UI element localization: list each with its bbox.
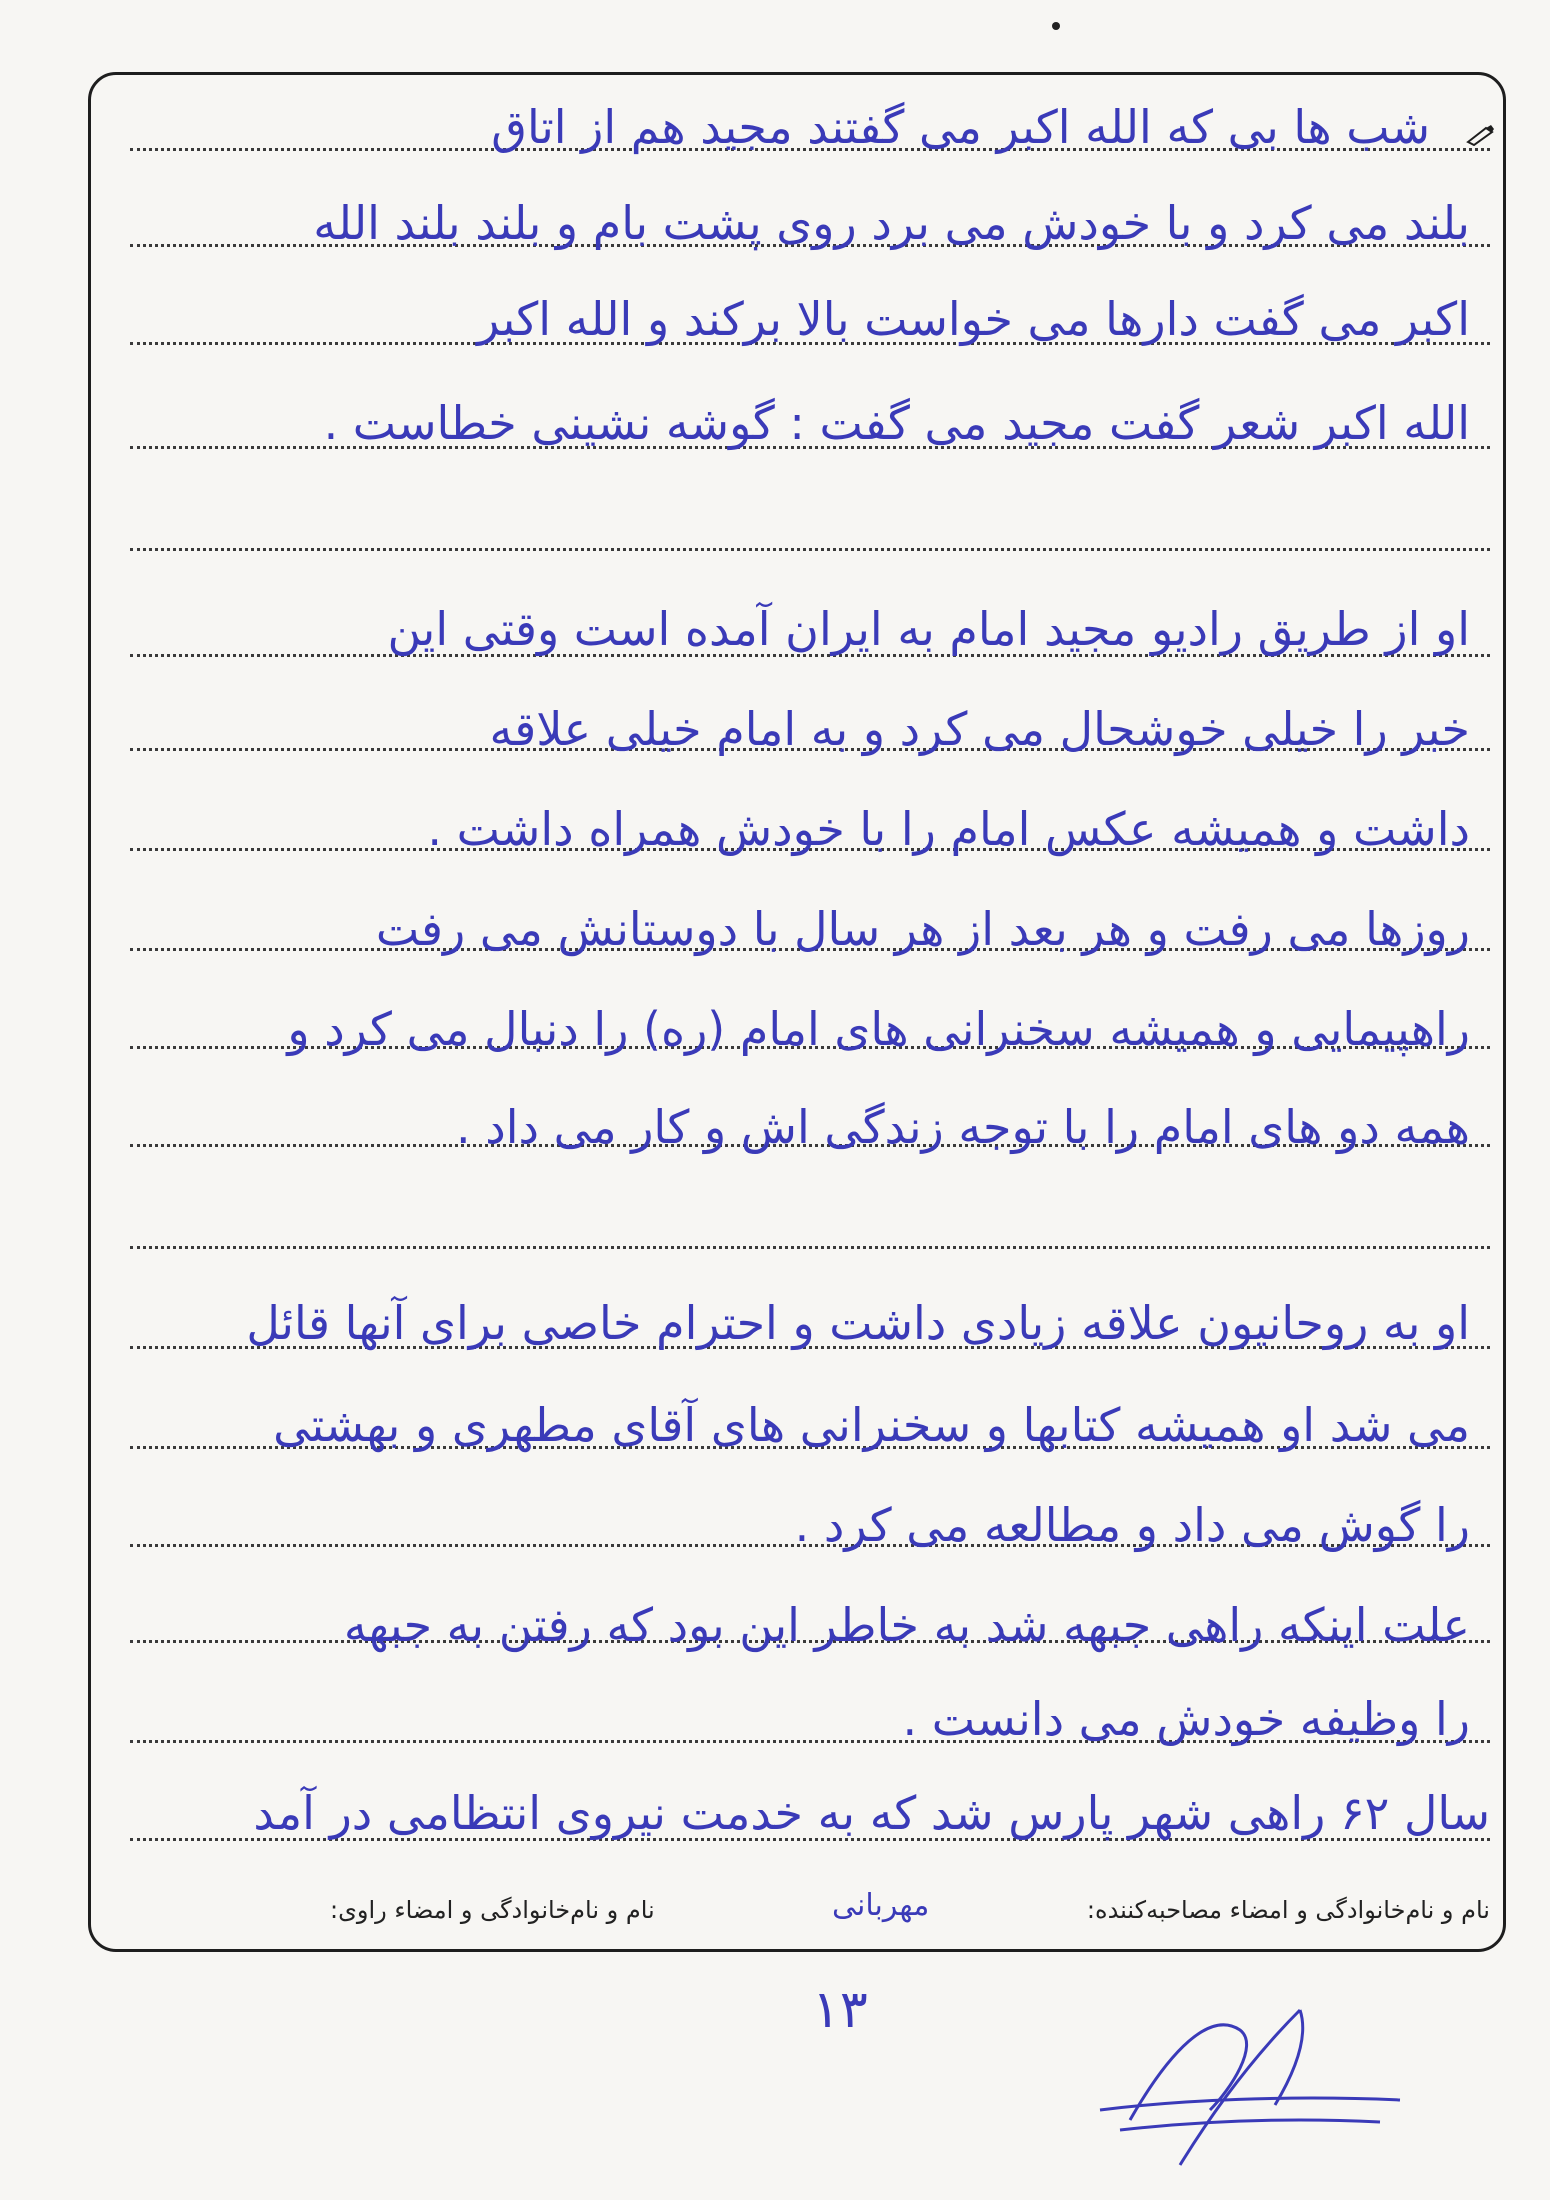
- interviewer-label: نام و نام‌خانوادگی و امضاء مصاحبه‌کننده:: [1086, 1896, 1490, 1924]
- handwritten-line: او از طریق رادیو مجید امام به ایران آمده است وقتی این: [387, 602, 1470, 656]
- ruled-line: [130, 1246, 1490, 1249]
- handwritten-line: بلند می کرد و با خودش می برد روی پشت بام و بلند بلند الله: [313, 196, 1470, 250]
- pen-icon: [1466, 124, 1496, 146]
- handwritten-line: او به روحانیون علاقه زیادی داشت و احترام خاصی برای آنها قائل: [246, 1296, 1470, 1350]
- handwritten-line: روزها می رفت و هر بعد از هر سال با دوستانش می رفت: [375, 902, 1470, 956]
- ruled-line: [130, 548, 1490, 551]
- handwritten-line: شب ها بی که الله اکبر می گفتند مجید هم از اتاق: [491, 100, 1430, 154]
- handwritten-line: را وظیفه خودش می دانست .: [902, 1692, 1470, 1746]
- handwritten-line: همه دو های امام را با توجه زندگی اش و کار می داد .: [456, 1100, 1470, 1154]
- page-number: ۱۳: [812, 1980, 868, 2040]
- handwritten-line: اکبر می گفت دارها می خواست بالا برکند و الله اکبر: [477, 292, 1470, 346]
- narrator-label: نام و نام‌خانوادگی و امضاء راوی:: [330, 1896, 655, 1924]
- handwritten-line: الله اکبر شعر گفت مجید می گفت : گوشه نشینی خطاست .: [323, 396, 1470, 450]
- handwritten-line: خبر را خیلی خوشحال می کرد و به امام خیلی علاقه: [489, 702, 1470, 756]
- handwritten-line: می شد او همیشه کتابها و سخنرانی های آقای مطهری و بهشتی: [273, 1398, 1470, 1452]
- handwritten-line: راهپیمایی و همیشه سخنرانی های امام (ره) را دنبال می کرد و: [287, 1002, 1470, 1056]
- handwritten-line: داشت و همیشه عکس امام را با خودش همراه داشت .: [427, 802, 1470, 856]
- handwritten-line: را گوش می داد و مطالعه می کرد .: [794, 1498, 1470, 1552]
- signature-scribble: [1060, 1990, 1420, 2170]
- interviewer-signature: مهربانی: [832, 1888, 930, 1923]
- punch-dot: [1052, 22, 1060, 30]
- handwritten-line: علت اینکه راهی جبهه شد به خاطر این بود که رفتن به جبهه: [343, 1598, 1470, 1652]
- handwritten-line: سال ۶۲ راهی شهر پارس شد که به خدمت نیروی انتظامی در آمد: [253, 1786, 1490, 1840]
